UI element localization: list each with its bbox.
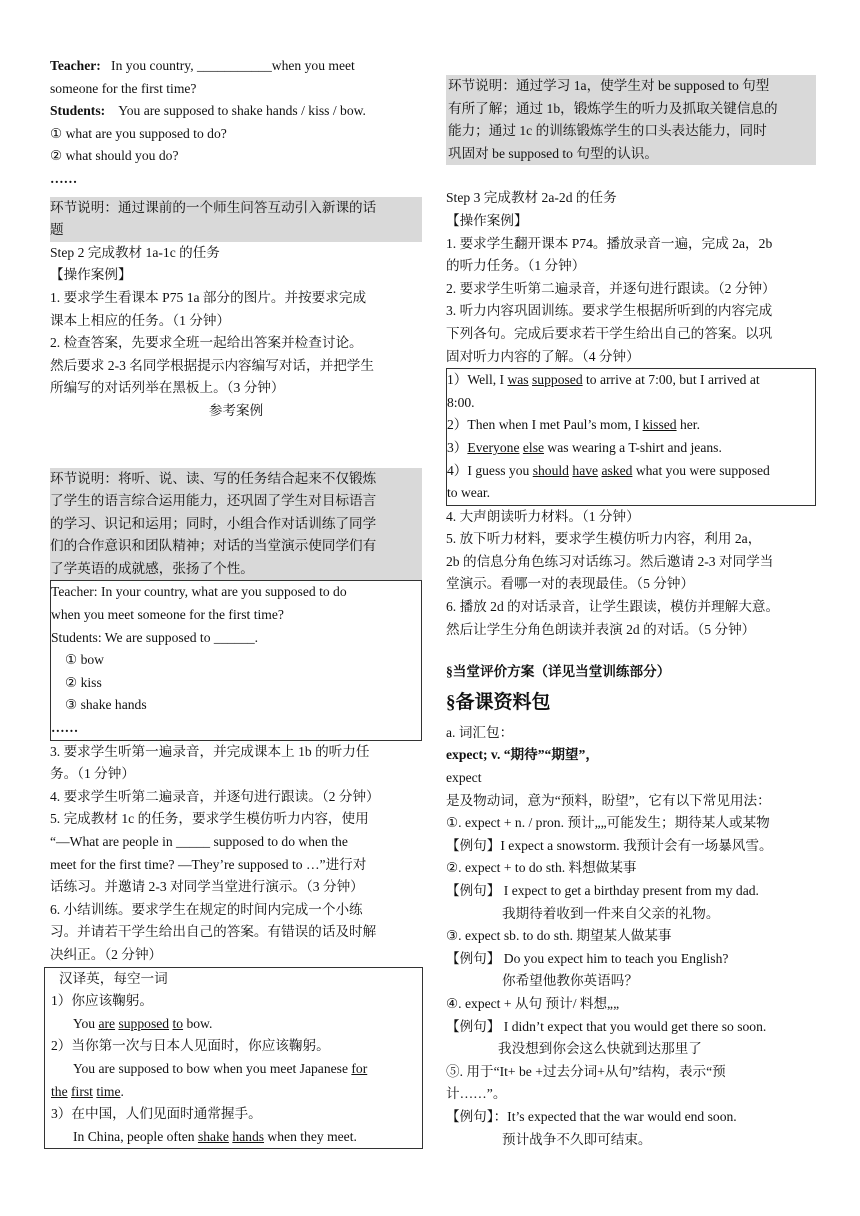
steps-section: [50, 741, 422, 967]
vocab-line: ④. expect + 从句 预计/ 料想„„: [446, 995, 620, 1011]
translation-box: [44, 967, 423, 1150]
vocab-line: ③. expect sb. to do sth. 期望某人做某事: [446, 928, 672, 944]
resource-pack-heading: §备课资料包: [446, 691, 551, 713]
vocab-line: 【例句】I expect a snowstorm. 我预计会有一场暴风雪。: [446, 837, 773, 853]
step-line: 务。（1 分钟）: [50, 766, 135, 782]
step-line: 4. 要求学生听第二遍录音，并逐句进行跟读。（2 分钟）: [50, 788, 380, 804]
sentence: 2）Then when I met Paul’s mom, I kissed her.: [447, 417, 700, 433]
step-line: 然后让学生分角色朗读并表演 2d 的对话。（5 分钟）: [446, 621, 756, 637]
reference-heading: 参考案例: [208, 402, 264, 418]
sentence: 1）Well, I was supposed to arrive at 7:00, but I arrived at: [447, 372, 760, 388]
vocab-line: 我期待着收到一件来自父亲的礼物。: [502, 905, 720, 921]
translation-question: 3）在中国，人们见面时通常握手。: [51, 1106, 262, 1122]
teacher-question: In you country, ___________when you meet: [111, 58, 355, 73]
sentence: 3）Everyone else was wearing a T-shirt and jeans.: [447, 439, 722, 455]
vocab-line: 【例句】 Do you expect him to teach you English?: [446, 950, 729, 966]
option-1: ① what are you supposed to do?: [50, 125, 227, 141]
translation-answer: In China, people often shake hands when they meet.: [73, 1128, 357, 1144]
translation-answer: the first time.: [51, 1083, 124, 1099]
step-line: meet for the first time? —They’re supposed to …”进行对: [50, 856, 367, 872]
vocab-line: 预计战争不久即可结束。: [502, 1131, 652, 1147]
evaluation-heading: §当堂评价方案（详见当堂训练部分）: [446, 664, 671, 680]
translation-question: 1）你应该鞠躬。: [51, 993, 153, 1009]
step-line: 2b 的信息分角色练习对话练习。然后邀请 2-3 对同学当: [446, 553, 774, 569]
option-2: ② what should you do?: [50, 148, 179, 164]
dialogue-line: Teacher: In your country, what are you supposed to do: [51, 584, 347, 600]
note-line: 了学英语的成就感，张扬了个性。: [50, 560, 254, 576]
sentence: 4）I guess you should have asked what you were supposed: [447, 462, 770, 478]
step-line: 堂演示。看哪一对的表现最佳。（5 分钟）: [446, 576, 695, 592]
vocab-line: expect; v. “期待”“期望”，: [446, 747, 599, 763]
step-line: 习。并请若干学生给出自己的答案。有错误的话及时解: [50, 924, 377, 940]
students-label: Students:: [50, 103, 106, 119]
step2-line: 1. 要求学生看课本 P75 1a 部分的图片。并按要求完成: [50, 289, 367, 305]
dialogue-option: ① bow: [65, 652, 104, 668]
step3-line: 1. 要求学生翻开课本 P74。播放录音一遍，完成 2a，2b: [446, 235, 773, 251]
note-line: 环节说明：通过学习 1a，使学生对 be supposed to 句型: [448, 78, 770, 93]
vocab-line: 【例句】 I didn’t expect that you would get there so soon.: [446, 1018, 767, 1034]
step3-subtitle: 【操作案例】: [446, 212, 528, 228]
vocab-line: 是及物动词，意为“预料，盼望”，它有以下常见用法：: [446, 792, 771, 808]
sentence: to wear.: [447, 485, 491, 501]
translation-answer: You are supposed to bow.: [73, 1015, 213, 1031]
step2-line: 课本上相应的任务。（1 分钟）: [50, 312, 231, 328]
step3-title: Step 3 完成教材 2a-2d 的任务: [446, 190, 617, 206]
vocab-line: 你希望他教你英语吗？: [502, 973, 638, 989]
sentence: 8:00.: [447, 394, 475, 410]
step2-title: Step 2 完成教材 1a-1c 的任务: [50, 244, 220, 260]
note-line: 有所了解；通过 1b，锻炼学生的听力及抓取关键信息的: [448, 100, 778, 116]
note-line: 的学习、识记和运用；同时，小组合作对话训练了同学: [50, 515, 377, 531]
step-line: 3. 要求学生听第一遍录音，并完成课本上 1b 的听力任: [50, 743, 370, 759]
left-column: [50, 0, 422, 1149]
dialogue-option: ② kiss: [65, 674, 102, 690]
note-line: 巩固对 be supposed to 句型的认识。: [448, 145, 658, 161]
note-line: 题: [50, 222, 64, 238]
students-answer: You are supposed to shake hands / kiss / bow.: [118, 103, 366, 119]
dialogue-line: when you meet someone for the first time?: [51, 607, 284, 623]
step3-line: 3. 听力内容巩固训练。要求学生根据所听到的内容完成: [446, 303, 773, 319]
step3-line: 2. 要求学生听第二遍录音，并逐句进行跟读。（2 分钟）: [446, 280, 776, 296]
note-line: 能力；通过 1c 的训练锻炼学生的口头表达能力，同时: [448, 123, 767, 139]
step-line: 决纠正。（2 分钟）: [50, 946, 163, 962]
step2-section: [50, 242, 422, 423]
step2-line: 然后要求 2-3 名同学根据提示内容编写对话，并把学生: [50, 357, 374, 373]
step2-line: 2. 检查答案，先要求全班一起给出答案并检查讨论。: [50, 335, 363, 351]
translation-title: 汉译英，每空一词: [59, 970, 168, 986]
note-box-3: [446, 75, 816, 165]
step-line: 话练习。并邀请 2-3 对同学当堂进行演示。（3 分钟）: [50, 879, 364, 895]
step2-subtitle: 【操作案例】: [50, 267, 132, 283]
note-box-2: [50, 468, 422, 581]
dialogue-box: [50, 580, 422, 740]
vocab-line: ⑤. 用于“It+ be +过去分词+从句”结构，表示“预: [446, 1063, 726, 1079]
note-box-1: [50, 197, 422, 242]
teacher-line-2: someone for the first time?: [50, 80, 197, 96]
translation-question: 2）当你第一次与日本人见面时，你应该鞠躬。: [51, 1038, 330, 1054]
step-line: “—What are people in _____ supposed to do when the: [50, 834, 348, 849]
sentences-box: [446, 368, 816, 506]
vocab-line: 计……”。: [446, 1086, 507, 1102]
step-line: 6. 播放 2d 的对话录音，让学生跟读，模仿并理解大意。: [446, 599, 780, 615]
translation-answer: You are supposed to bow when you meet Japanese for: [73, 1060, 368, 1076]
step-line: 4. 大声朗读听力材料。（1 分钟）: [446, 508, 640, 524]
step3-line: 固对听力内容的了解。（4 分钟）: [446, 348, 640, 364]
dialogue-option: ③ shake hands: [65, 697, 147, 713]
vocab-line: ②. expect + to do sth. 料想做某事: [446, 860, 637, 876]
vocab-line: a. 词汇包：: [446, 724, 514, 740]
dialogue-line: Students: We are supposed to ______.: [51, 629, 259, 645]
ellipsis: ……: [50, 170, 78, 186]
note-line: 了学生的语言综合运用能力，还巩固了学生对目标语言: [50, 493, 377, 509]
step-line: 5. 放下听力材料，要求学生模仿听力内容，利用 2a，: [446, 531, 762, 547]
step3-line: 的听力任务。（1 分钟）: [446, 258, 586, 274]
teacher-label: Teacher:: [50, 58, 101, 73]
teacher-line: [50, 55, 422, 78]
vocab-line: ①. expect + n. / pron. 预计„„可能发生；期待某人或某物: [446, 815, 770, 831]
step3-section: [446, 187, 816, 368]
vocab-line: expect: [446, 770, 482, 786]
note-line: 环节说明：将听、说、读、写的任务结合起来不仅锻炼: [50, 470, 377, 486]
vocab-line: 我没想到你会这么快就到达那里了: [498, 1041, 702, 1057]
right-column: [446, 0, 816, 1151]
ellipsis: ……: [51, 720, 79, 736]
note-line: 们的合作意识和团队精神；对话的当堂演示使同学们有: [50, 538, 377, 554]
steps2-section: [446, 506, 816, 642]
students-line: [50, 100, 422, 123]
step2-line: 所编写的对话列举在黑板上。（3 分钟）: [50, 380, 285, 396]
note-line: 环节说明：通过课前的一个师生问答互动引入新课的话: [50, 199, 377, 215]
step-line: 5. 完成教材 1c 的任务，要求学生模仿听力内容，使用: [50, 811, 369, 827]
vocab-line: 【例句】 I expect to get a birthday present from my dad.: [446, 883, 759, 898]
vocabulary-section: [446, 722, 816, 1151]
vocab-line: 【例句】：It’s expected that the war would end soon.: [446, 1108, 737, 1124]
step-line: 6. 小结训练。要求学生在规定的时间内完成一个小练: [50, 901, 363, 917]
step3-line: 下列各句。完成后要求若干学生给出自己的答案。以巩: [446, 325, 773, 341]
